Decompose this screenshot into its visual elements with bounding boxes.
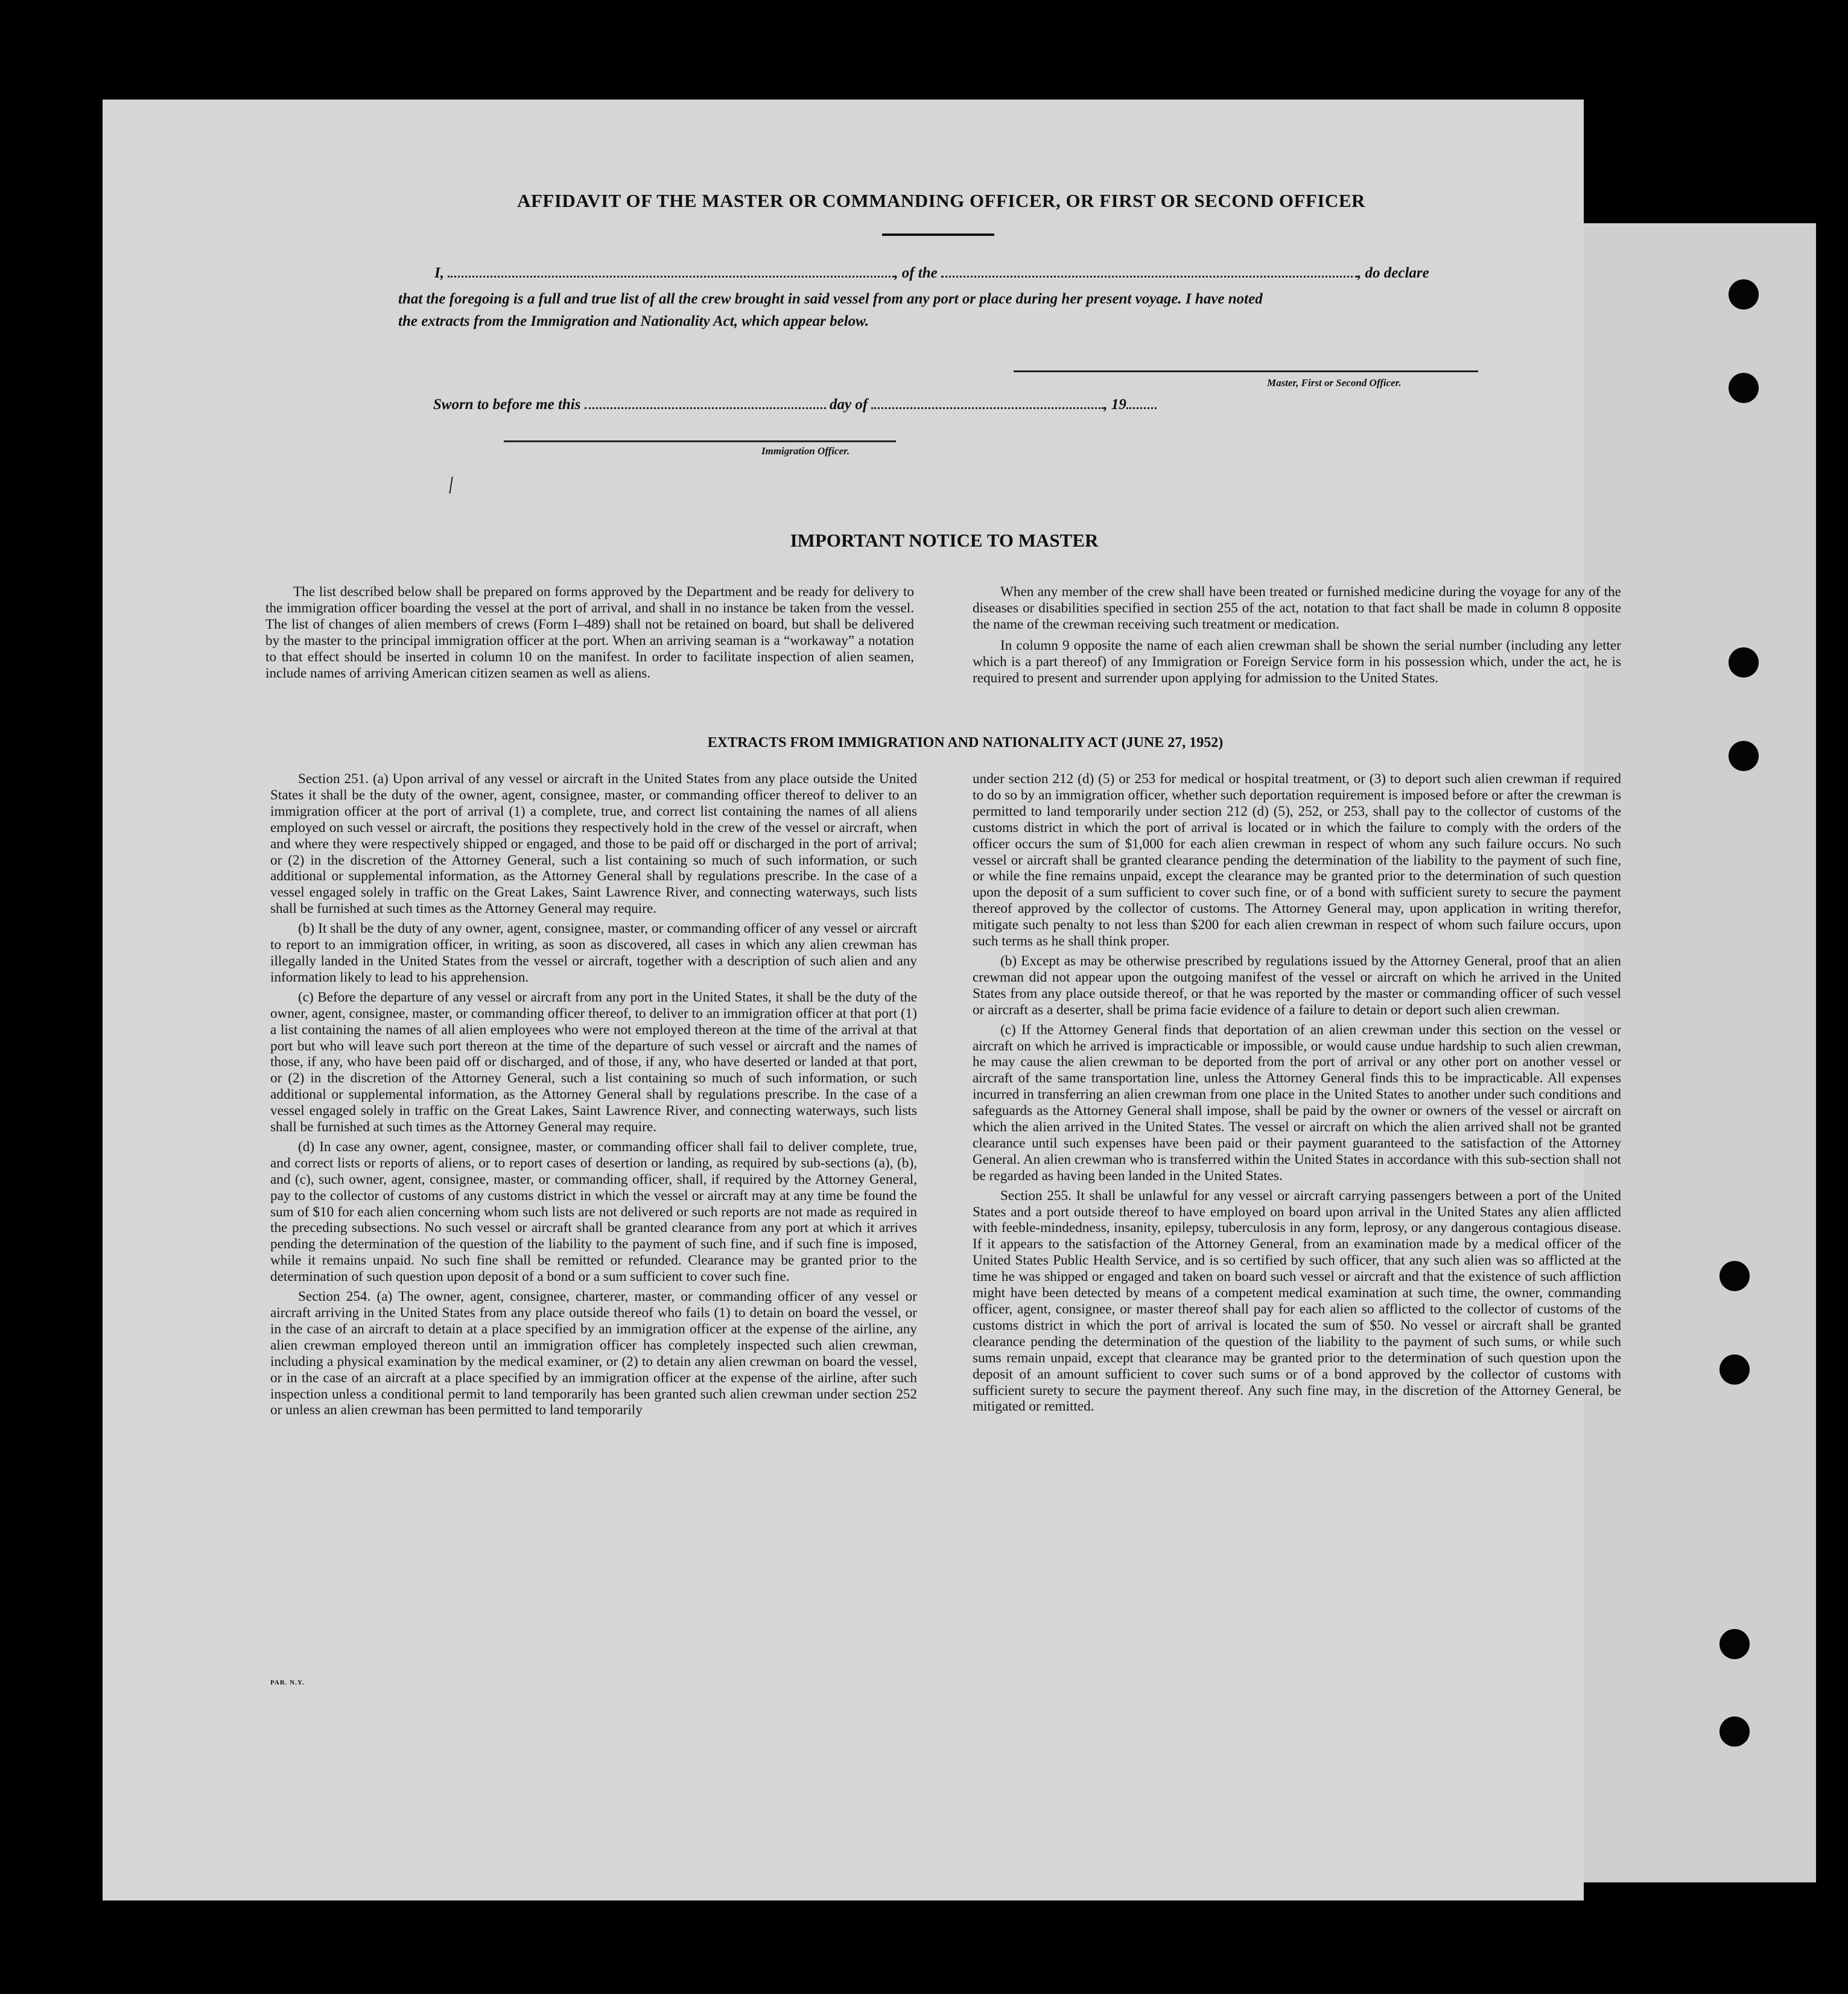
punch-hole — [1719, 1629, 1750, 1659]
declaration-of-the: , of the — [894, 265, 938, 281]
extracts-title: EXTRACTS FROM IMMIGRATION AND NATIONALITY ACT (JUNE 27, 1952) — [707, 735, 1224, 751]
sworn-text: Sworn to before me this — [433, 396, 581, 413]
declaration-line-1 — [434, 264, 1429, 282]
punch-hole — [1729, 373, 1759, 403]
notice-left-column — [265, 584, 914, 681]
affidavit-title: AFFIDAVIT OF THE MASTER OR COMMANDING OFFICER, OR FIRST OR SECOND OFFICER — [517, 190, 1365, 211]
printer-imprint: PAR. N.Y. — [270, 1679, 305, 1686]
master-caption: Master, First or Second Officer. — [1267, 377, 1402, 389]
statute-paragraph: (c) If the Attorney General finds that deportation of an alien crewman under this section on the vessel or aircraft on which he arrived is impracticable or impossible, or would cause undue hardship to such alien crewman, he may cause the alien crewman to be deported from the port of arrival or any other port on another vessel or aircraft of the same transportation line, unless the Attorney General finds this to be impracticable. All expenses incurred in transferring an alien crewman from one place in the United States to another under such conditions and safeguards as the Attorney General shall impose, shall be paid by the owner or owners of the vessel or aircraft on which the alien arrived in the United States. The vessel or aircraft on which the alien arrived shall not be granted clearance until such expenses have been paid or their payment guaranteed to the satisfaction of the Attorney General. An alien crewman who is transferred within the United States in accordance with this sub-section shall not be regarded as having been landed in the United States. — [973, 1021, 1621, 1184]
punch-hole — [1729, 741, 1759, 771]
master-signature-line — [1014, 370, 1478, 372]
sworn-month-blank — [871, 395, 1103, 409]
declaration-line-3: the extracts from the Immigration and Nationality Act, which appear below. — [398, 313, 869, 329]
punch-hole — [1719, 1354, 1750, 1385]
day-of-text: day of — [829, 396, 868, 413]
notice-paragraph: In column 9 opposite the name of each alien crewman shall be shown the serial number (including any letter which is a part thereof) of any Immigration or Foreign Service form in his possession which, under the act, he is required to present and surrender upon applying for admission to the United States. — [973, 637, 1621, 686]
year-prefix: , 19 — [1103, 396, 1126, 413]
pen-mark: / — [445, 471, 457, 499]
vessel-blank — [941, 264, 1357, 278]
name-blank — [448, 264, 894, 278]
sworn-day-blank — [585, 395, 826, 409]
statute-paragraph: (c) Before the departure of any vessel or aircraft from any port in the United States, it shall be the duty of the owner, agent, consignee, master, or commanding officer thereof, to deliver to an immigration officer at that port (1) a list containing the names of all alien employees who were not employed thereon at the time of the arrival at that port but who will leave such port thereon at the time of the departure of such vessel or aircraft and the names of those, if any, who have been paid off or discharged, and of those, if any, who have deserted or landed at that port, or (2) in the discretion of the Attorney General, such a list containing so much of such information, or such additional or supplemental information, as the Attorney General shall by regulations prescribe. In the case of a vessel engaged solely in traffic on the Great Lakes, Saint Lawrence River, and connecting waterways, such lists shall be furnished at such times as the Attorney General may require. — [270, 989, 917, 1135]
notice-right-column — [973, 584, 1621, 686]
statute-paragraph: Section 255. It shall be unlawful for any vessel or aircraft carrying passengers between a port of the United States and a port outside thereof to have employed on board upon arrival in the United States any alien afflicted with feeble-mindedness, insanity, epilepsy, tuberculosis in any form, leprosy, or any dangerous contagious disease. If it appears to the satisfaction of the Attorney General, from an examination made by a medical officer of the United States Public Health Service, and is so certified by such officer, that any such alien was so afflicted at the time he was shipped or engaged and taken on board such vessel or aircraft and that the existence of such affliction might have been detected by means of a competent medical examination at such time, the owner, commanding officer, agent, consignee, or master thereof shall pay for each alien so afflicted to the collector of customs of the customs district in which the port of arrival is located the sum of $50. No vessel or aircraft shall be granted clearance pending the determination of the question of the liability to the payment of such sums, or while such sums remain unpaid, except that clearance may be granted prior to the determination of such question upon the deposit of an amount sufficient to cover such sums or of a bond approved by the collector of customs with sufficient surety to secure the payment thereof. Any such fine may, in the discretion of the Attorney General, be mitigated or remitted. — [973, 1187, 1621, 1415]
notice-paragraph: When any member of the crew shall have been treated or furnished medicine during the voyage for any of the diseases or disabilities specified in section 255 of the act, notation to that fact shall be made in column 8 opposite the name of the crewman receiving such treatment or medication. — [973, 584, 1621, 632]
officer-signature-line — [504, 440, 896, 442]
year-blank — [1126, 395, 1157, 409]
declaration-do-declare: , do declare — [1357, 265, 1429, 281]
punch-hole — [1729, 279, 1759, 310]
punch-hole — [1729, 647, 1759, 678]
sworn-line — [433, 395, 1157, 413]
notice-title: IMPORTANT NOTICE TO MASTER — [790, 530, 1099, 551]
notice-paragraph: The list described below shall be prepared on forms approved by the Department and be ready for delivery to the immigration officer boarding the vessel at the port of arrival, and shall in no instance be taken from the vessel. The list of changes of alien members of crews (Form I–489) shall not be retained on board, but shall be delivered by the master to the principal immigration officer at the port. When an arriving seaman is a “workaway” a notation to that effect should be inserted in column 10 on the manifest. In order to facilitate inspection of alien seamen, include names of arriving American citizen seamen as well as aliens. — [265, 584, 914, 681]
statute-paragraph: Section 254. (a) The owner, agent, consignee, charterer, master, or commanding officer of any vessel or aircraft arriving in the United States from any place outside thereof who fails (1) to detain on board the vessel, or in the case of an aircraft to detain at a place specified by an immigration officer at the expense of the airline, any alien crewman employed thereon until an immigration officer has completely inspected such alien crewman, including a physical examination by the medical examiner, or (2) to detain any alien crewman on board the vessel, or in the case of an aircraft at a place specified by an immigration officer at the expense of the airline, after such inspection unless a conditional permit to land temporarily has been granted such alien crewman under section 252 or unless an alien crewman has been permitted to land temporarily — [270, 1289, 917, 1418]
statute-paragraph: (d) In case any owner, agent, consignee, master, or commanding officer shall fail to deliver complete, true, and correct lists or reports of aliens, or to report cases of desertion or landing, as required by sub-sections (a), (b), and (c), such owner, agent, consignee, master, or commanding officer, shall, if required by the Attorney General, pay to the collector of customs of any customs district in which the vessel or aircraft may at any time be found the sum of $10 for each alien concerning whom such lists are not delivered or such reports are not made as required in the preceding subsections. No such vessel or aircraft shall be granted clearance from any port at which it arrives pending the determination of the question of the liability to the payment of such fine, and if such fine is imposed, while it remains unpaid. No such fine shall be remitted or refunded. Clearance may be granted prior to the determination of such question upon deposit of a bond or a sum sufficient to cover such fine. — [270, 1138, 917, 1285]
statute-paragraph: under section 212 (d) (5) or 253 for medical or hospital treatment, or (3) to deport such alien crewman if required to do so by an immigration officer, whether such deportation requirement is imposed before or after the crewman is permitted to land temporarily under section 212 (d) (5), 252, or 253, shall pay to the collector of customs of the customs district in which the port of arrival is located or in which the failure to comply with the orders of the officer occurs the sum of $1,000 for each alien crewman in respect of whom any such failure occurs. No such vessel or aircraft shall be granted clearance pending the determination of the liability to the payment of such fine, or while the fine remains unpaid, except the clearance may be granted prior to the determination of such question upon the deposit of a sum sufficient to cover such fine, or of a bond with sufficient surety to secure the payment thereof approved by the collector of customs. The Attorney General may, upon application in writing therefor, mitigate such penalty to not less than $200 for each alien crewman in respect of whom such failure occurs, upon such terms as he shall think proper. — [973, 771, 1621, 950]
declaration-i: I, — [434, 265, 444, 281]
statute-paragraph: Section 251. (a) Upon arrival of any vessel or aircraft in the United States from any place outside the United States it shall be the duty of the owner, agent, consignee, master, or commanding officer thereof to deliver to an immigration officer at the port of arrival (1) a complete, true, and correct list containing the names of all aliens employed on such vessel or aircraft, the positions they respectively hold in the crew of the vessel or aircraft, when and where they were respectively shipped or engaged, and those to be paid off or discharged in the port of arrival; or (2) in the discretion of the Attorney General, such a list containing so much of such information, or such additional or supplemental information, as the Attorney General shall by regulations prescribe. In the case of a vessel engaged solely in traffic on the Great Lakes, Saint Lawrence River, and connecting waterways, such lists shall be furnished at such times as the Attorney General may require. — [270, 771, 917, 917]
extracts-right-column — [973, 771, 1621, 1415]
officer-caption: Immigration Officer. — [761, 445, 850, 457]
statute-paragraph: (b) Except as may be otherwise prescribed by regulations issued by the Attorney General, proof that an alien crewman did not appear upon the outgoing manifest of the vessel or aircraft on which he arrived in the United States from any place outside thereof, or that he was reported by the master or commanding officer of such vessel or aircraft as a deserter, shall be prima facie evidence of a failure to detain or deport such alien crewman. — [973, 953, 1621, 1018]
punch-hole — [1719, 1261, 1750, 1291]
extracts-left-column — [270, 771, 917, 1418]
declaration-line-2: that the foregoing is a full and true list of all the crew brought in said vessel from any port or place during her present voyage. I have noted — [398, 291, 1263, 307]
statute-paragraph: (b) It shall be the duty of any owner, agent, consignee, master, or commanding officer of any vessel or aircraft to report to an immigration officer, in writing, as soon as discovered, all cases in which any alien crewman has illegally landed in the United States from the vessel or aircraft, together with a description of such alien and any information likely to lead to his apprehension. — [270, 921, 917, 985]
title-rule — [882, 233, 994, 236]
punch-hole — [1719, 1716, 1750, 1747]
